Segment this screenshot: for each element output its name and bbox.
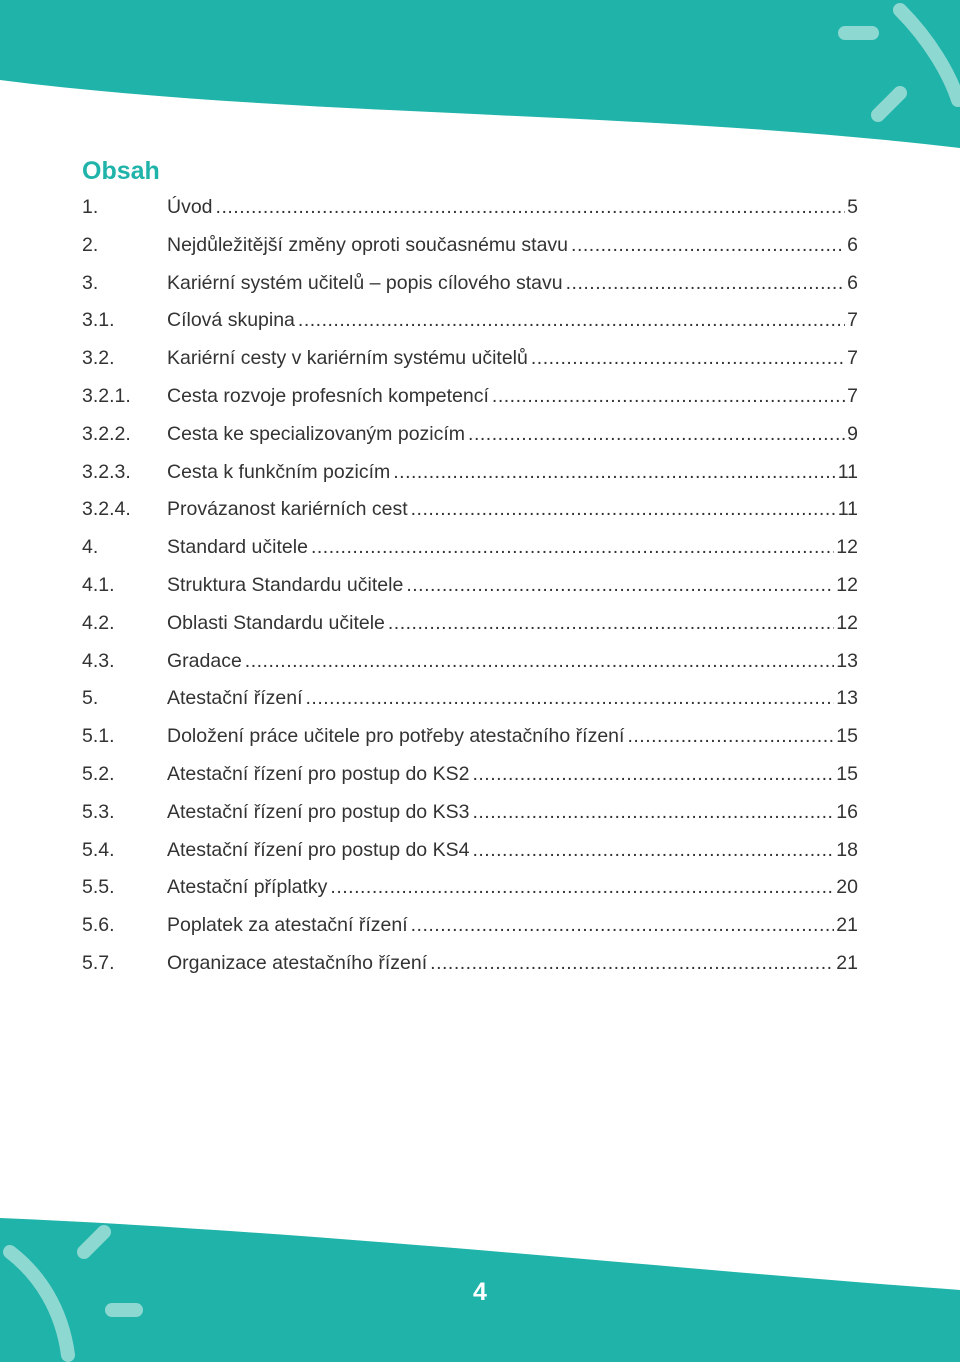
toc-entry-label: Provázanost kariérních cest [167, 498, 408, 521]
toc-entry-number: 3.2.1. [82, 384, 131, 407]
toc-entry-page: 7 [847, 347, 858, 370]
table-of-contents [82, 196, 858, 990]
toc-entry-page: 11 [837, 460, 858, 483]
toc-entry-label: Kariérní systém učitelů – popis cílového stavu [167, 271, 563, 294]
toc-entry-label: Atestační řízení pro postup do KS3 [167, 800, 470, 823]
toc-entry-number: 3.2. [82, 347, 115, 370]
toc-entry[interactable] [82, 536, 858, 574]
toc-entry[interactable] [82, 385, 858, 423]
toc-entry-number: 4.3. [82, 649, 115, 672]
toc-entry[interactable] [82, 612, 858, 650]
toc-entry-page: 6 [847, 271, 858, 294]
toc-entry-label: Struktura Standardu učitele [167, 573, 404, 596]
toc-entry-page: 15 [836, 725, 858, 748]
toc-entry-page: 9 [847, 422, 858, 445]
toc-dot-leader [472, 839, 834, 862]
toc-entry-page: 6 [847, 233, 858, 256]
toc-entry-label: Atestační řízení pro postup do KS2 [167, 762, 470, 785]
toc-dot-leader [411, 498, 836, 521]
toc-entry-page: 12 [836, 611, 858, 634]
toc-dot-leader [305, 687, 834, 710]
toc-dot-leader [388, 612, 834, 635]
toc-dot-leader [468, 423, 845, 446]
toc-dot-leader [472, 801, 834, 824]
toc-entry[interactable] [82, 423, 858, 461]
toc-entry-page: 16 [836, 800, 858, 823]
toc-entry[interactable] [82, 876, 858, 914]
toc-entry-label: Cesta ke specializovaným pozicím [167, 422, 466, 445]
toc-entry-number: 5. [82, 687, 99, 710]
toc-entry-number: 3.2.3. [82, 460, 131, 483]
toc-entry-label: Nejdůležitější změny oproti současnému stavu [167, 233, 569, 256]
toc-entry-page: 7 [847, 384, 858, 407]
toc-entry[interactable] [82, 952, 858, 990]
toc-dot-leader [627, 725, 834, 748]
toc-entry-label: Gradace [167, 649, 242, 672]
toc-entry-page: 7 [847, 309, 858, 332]
toc-dot-leader [216, 196, 846, 219]
toc-entry-page: 13 [836, 649, 858, 672]
toc-dot-leader [298, 309, 845, 332]
toc-entry[interactable] [82, 196, 858, 234]
toc-dot-leader [245, 650, 835, 673]
toc-entry-label: Oblasti Standardu učitele [167, 611, 385, 634]
toc-dot-leader [393, 461, 836, 484]
toc-entry[interactable] [82, 763, 858, 801]
toc-entry-label: Standard učitele [167, 536, 308, 559]
toc-entry-label: Kariérní cesty v kariérním systému učitelů [167, 347, 528, 370]
toc-entry-number: 5.7. [82, 951, 115, 974]
toc-entry-number: 3.2.2. [82, 422, 131, 445]
toc-entry-number: 4.2. [82, 611, 115, 634]
toc-entry[interactable] [82, 309, 858, 347]
toc-entry-label: Cílová skupina [167, 309, 295, 332]
toc-entry[interactable] [82, 461, 858, 499]
toc-dot-leader [430, 952, 834, 975]
toc-entry-page: 12 [836, 573, 858, 596]
page-number: 4 [473, 1278, 487, 1306]
toc-entry[interactable] [82, 839, 858, 877]
toc-entry-number: 5.5. [82, 876, 115, 899]
toc-entry-number: 5.2. [82, 762, 115, 785]
top-banner [0, 0, 960, 148]
toc-entry-label: Cesta rozvoje profesních kompetencí [167, 384, 489, 407]
toc-entry-page: 13 [836, 687, 858, 710]
toc-entry-label: Atestační řízení pro postup do KS4 [167, 838, 470, 861]
toc-dot-leader [472, 763, 834, 786]
toc-entry[interactable] [82, 687, 858, 725]
toc-dot-leader [492, 385, 845, 408]
toc-title: Obsah [82, 157, 160, 185]
toc-entry-page: 20 [836, 876, 858, 899]
toc-dot-leader [571, 234, 845, 257]
toc-entry-number: 4.1. [82, 573, 115, 596]
toc-entry[interactable] [82, 498, 858, 536]
toc-entry-page: 5 [847, 196, 858, 218]
toc-entry-page: 12 [836, 536, 858, 559]
toc-dot-leader [330, 876, 834, 899]
toc-entry[interactable] [82, 725, 858, 763]
toc-entry-number: 2. [82, 233, 99, 256]
toc-entry[interactable] [82, 914, 858, 952]
toc-dot-leader [311, 536, 834, 559]
toc-entry-label: Atestační řízení [167, 687, 303, 710]
toc-entry-number: 5.3. [82, 800, 115, 823]
toc-entry-page: 21 [836, 951, 858, 974]
toc-entry-label: Úvod [167, 196, 213, 218]
toc-entry-label: Cesta k funkčním pozicím [167, 460, 391, 483]
toc-entry[interactable] [82, 574, 858, 612]
toc-entry-label: Poplatek za atestační řízení [167, 914, 408, 937]
toc-entry-page: 18 [836, 838, 858, 861]
toc-entry-number: 5.4. [82, 838, 115, 861]
toc-entry[interactable] [82, 347, 858, 385]
toc-entry-label: Organizace atestačního řízení [167, 951, 428, 974]
toc-entry-number: 1. [82, 196, 99, 218]
toc-entry-page: 15 [836, 762, 858, 785]
toc-entry-number: 3.2.4. [82, 498, 131, 521]
toc-entry-number: 3. [82, 271, 99, 294]
toc-dot-leader [406, 574, 834, 597]
toc-entry-page: 11 [837, 498, 858, 521]
toc-entry[interactable] [82, 801, 858, 839]
toc-entry-number: 3.1. [82, 309, 115, 332]
toc-entry-number: 5.1. [82, 725, 115, 748]
toc-entry[interactable] [82, 234, 858, 272]
toc-dot-leader [411, 914, 835, 937]
toc-entry-number: 4. [82, 536, 99, 559]
toc-entry-label: Atestační příplatky [167, 876, 328, 899]
toc-dot-leader [531, 347, 845, 370]
toc-entry[interactable] [82, 650, 858, 688]
toc-entry-number: 5.6. [82, 914, 115, 937]
toc-entry-page: 21 [836, 914, 858, 937]
toc-dot-leader [566, 272, 846, 295]
toc-entry[interactable] [82, 272, 858, 310]
toc-entry-label: Doložení práce učitele pro potřeby atestačního řízení [167, 725, 625, 748]
